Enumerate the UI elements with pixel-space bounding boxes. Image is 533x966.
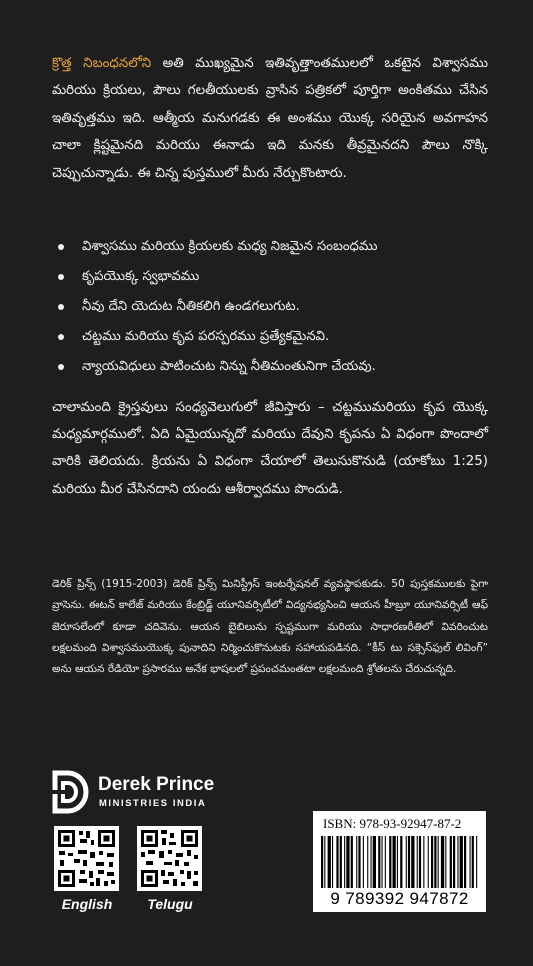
barcode-bar — [340, 836, 342, 888]
barcode-bar — [393, 836, 396, 888]
barcode-icon — [321, 836, 478, 888]
logo-subtitle: MINISTRIES INDIA — [99, 797, 207, 808]
qr-label-english: English — [61, 896, 113, 912]
barcode-bar — [428, 836, 429, 888]
bullet-text: చట్టము మరియు కృప పరస్పరము ప్రత్యేకమైనవి. — [82, 329, 330, 344]
barcode-bar — [453, 836, 455, 888]
barcode-bar — [441, 836, 444, 888]
barcode-bar — [328, 836, 331, 888]
bullet-list — [58, 232, 488, 382]
barcode-bar — [324, 836, 325, 888]
list-item — [58, 352, 488, 382]
intro-text: అతి ముఖ్యమైన ఇతివృత్తాంతములలో ఒకటైన విశ్వాసము మరియు క్రియలు, పౌలు గలతీయులకు వ్రాసిన పత్రికలో పూర్తిగా అంకితము చేసిన ఇతివృత్తము ఇది. ఆత్మీయ మనుగడకు ఈ అంశము యొక్క సరియైన అవగాహన చాలా క్లిష్టమైనది మరియు ఈనాడు ఇది మనకు తీవ్రమైనదని పౌలు నొక్కి చెప్పుచున్నాడు. ఈ చిన్న పుస్తములో మీరు నేర్చుకొంటారు. — [52, 56, 488, 181]
list-item — [58, 292, 488, 322]
bullet-icon — [58, 304, 64, 310]
barcode-number: 9 789392 947872 — [330, 889, 469, 908]
author-bio: డెరిక్ ప్రిన్స్ (1915-2003) డెరిక్ ప్రిన్స్ మినిస్ట్రీస్ ఇంటర్నేషనల్ వ్యవస్థాపకుడు. 50 పుస్తకములకు పైగా వ్రాసెను. ఈటన్ కాలేజ్ మరియు కేంబ్రిడ్జ్ యూనివర్సిటీలో విద్యనభ్యసించి ఆయన హీబ్రూ యూనివర్సిటీ ఆఫ్ జెరూసలేంలో కూడా చదివెను. ఆయన బైబిలును స్పష్టముగా మరియు సాధారణరీతిలో వివరించుట లక్షలమంది విశ్వాసముయొక్క పునాదిని నిర్మించుకొనుటకు సహాయపడినది. “కీస్ టు సక్సెస్‌ఫుల్ లివింగ్” అను ఆయన రేడియో ప్రసారము అనేక భాషలలో ప్రపంచమంతటా లక్షలమంది శ్రోతలను చేరుచున్నది. — [52, 578, 488, 676]
barcode-bar — [400, 836, 402, 888]
qr-code-icon — [54, 826, 119, 891]
barcode-bar — [472, 836, 474, 888]
barcode-bar — [321, 836, 323, 888]
barcode-bar — [450, 836, 452, 888]
bullet-text: న్యాయవిధులు పాటించుట నిన్ను నీతిమంతునిగా చేయవు. — [82, 359, 376, 374]
qr-label-telugu: Telugu — [147, 896, 193, 912]
barcode-bar — [408, 836, 410, 888]
barcode-bar — [382, 836, 383, 888]
barcode-bar — [358, 836, 360, 888]
barcode-bar — [371, 836, 372, 888]
barcode-bar — [344, 836, 345, 888]
qr-code-telugu — [137, 826, 202, 891]
bullet-text: కృపయొక్క స్వభావము — [82, 269, 200, 284]
bullet-icon — [58, 274, 64, 280]
barcode-bar — [378, 836, 380, 888]
barcode-bar — [431, 836, 433, 888]
publisher-logo — [52, 770, 252, 814]
second-paragraph: చాలామంది క్రైస్తవులు సంధ్యవెలుగులో జీవిస్తారు – చట్టముమరియు కృప యొక్క మధ్యమార్గములో. ఏది ఏమైయున్నదో మరియు దేవుని కృపను ఏ విధంగా పొందాలో వారికి తెలియదు. క్రియను ఏ విధంగా చేయాలో తెలుసుకొనుడి (యాకోబు 1:25) మరియు మీర చేసినదాని యందు ఆశీర్వాదము పొందుడి. — [52, 400, 488, 497]
barcode-bar — [351, 836, 353, 888]
qr-code-english — [54, 826, 119, 891]
barcode-bar — [397, 836, 398, 888]
bullet-icon — [58, 334, 64, 340]
isbn-label: ISBN: 978-93-92947-87-2 — [323, 816, 462, 831]
bullet-icon — [58, 244, 64, 250]
barcode-bar — [445, 836, 446, 888]
barcode-bar — [363, 836, 364, 888]
qr-code-icon — [137, 826, 202, 891]
barcode-bar — [464, 836, 466, 888]
logo-name: Derek Prince — [98, 774, 215, 795]
list-item — [58, 262, 488, 292]
barcode-bar — [438, 836, 439, 888]
bullet-text: నీవు దేని యెదుట నీతికలిగి ఉండగలుగుట. — [82, 299, 300, 314]
barcode-bar — [385, 836, 386, 888]
barcode-bar — [406, 836, 407, 888]
barcode-bar — [417, 836, 418, 888]
barcode-bar — [411, 836, 414, 888]
barcode-bar — [434, 836, 436, 888]
barcode-bar — [346, 836, 349, 888]
list-item — [58, 232, 488, 262]
barcode-bar — [367, 836, 368, 888]
barcode-bar — [373, 836, 376, 888]
intro-highlight: క్రొత్త నిబంధనలోని — [52, 56, 152, 71]
bullet-text: విశ్వాసము మరియు క్రియలకు మధ్య నిజమైన సంబంధము — [82, 239, 378, 254]
barcode-bar — [332, 836, 333, 888]
isbn-barcode — [313, 811, 486, 912]
barcode-bar — [389, 836, 391, 888]
barcode-bar — [419, 836, 421, 888]
barcode-bar — [336, 836, 338, 888]
barcode-bar — [356, 836, 357, 888]
derek-prince-logo-icon — [52, 770, 92, 814]
barcode-bar — [470, 836, 471, 888]
list-item — [58, 322, 488, 352]
barcode-bar — [423, 836, 424, 888]
barcode-bar — [460, 836, 463, 888]
bullet-icon — [58, 364, 64, 370]
barcode-bar — [476, 836, 477, 888]
intro-paragraph — [52, 50, 488, 187]
barcode-bar — [457, 836, 458, 888]
